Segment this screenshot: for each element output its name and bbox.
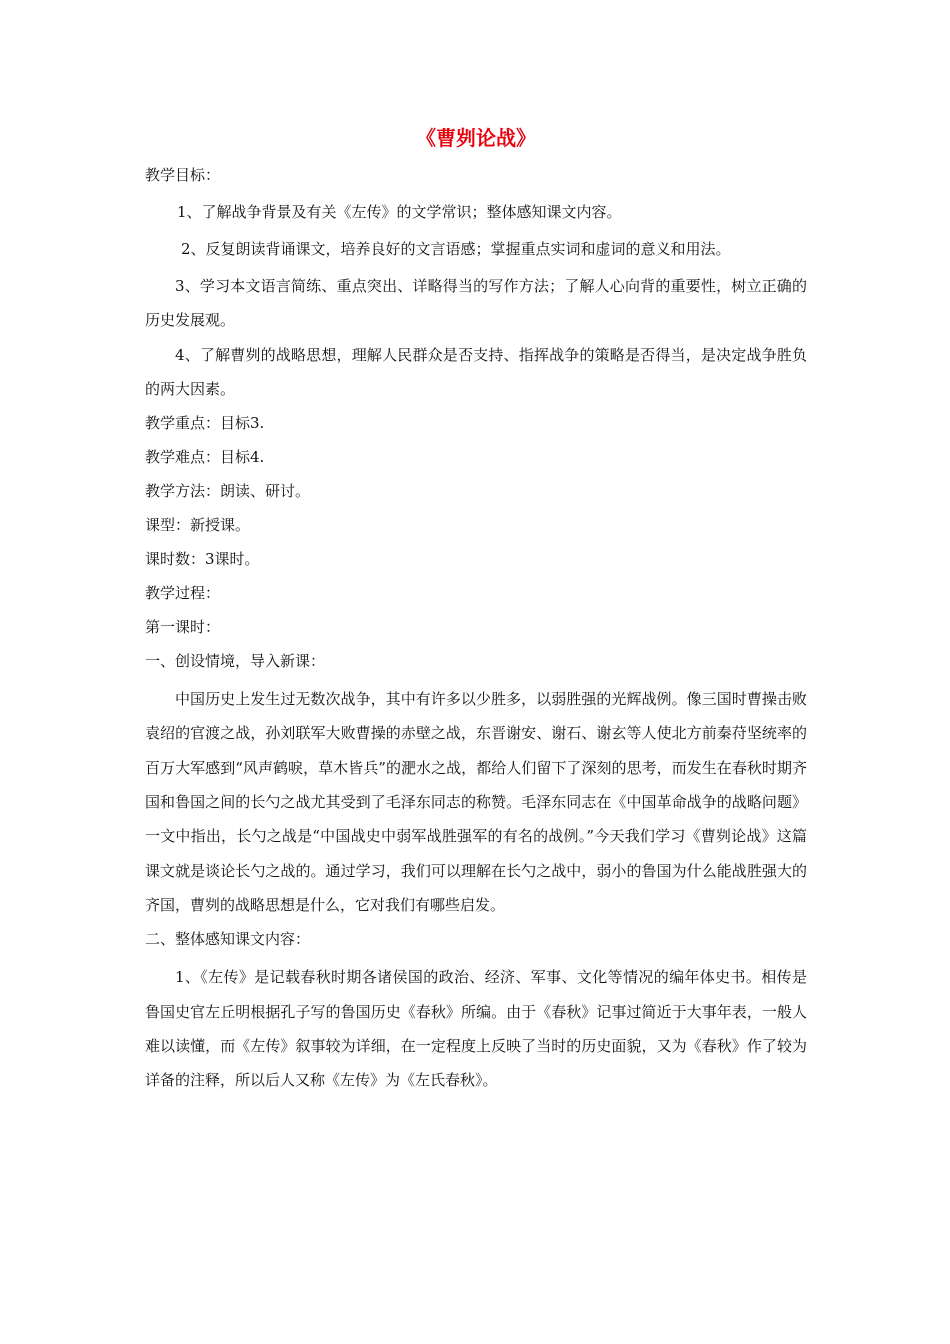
goals-heading: 教学目标： (145, 166, 221, 184)
goal-item-3: 3、学习本文语言简练、重点突出、详略得当的写作方法；了解人心向背的重要性，树立正确的历史发展观。 (145, 277, 807, 330)
goal-item-2: 2、反复朗读背诵课文，培养良好的文言语感；掌握重点实词和虚词的意义和用法。 (181, 240, 731, 258)
document-page (145, 118, 807, 1097)
section1-heading: 一、创设情境，导入新课： (145, 652, 326, 671)
lesson-hours: 课时数：3课时。 (145, 550, 260, 569)
process-heading: 教学过程： (145, 584, 221, 603)
section1-paragraph: 中国历史上发生过无数次战争，其中有许多以少胜多，以弱胜强的光辉战例。像三国时曹操击败袁绍的官渡之战，孙刘联军大败曹操的赤壁之战，东晋谢安、谢石、谢玄等人使北方前秦苻坚统率的百万大军感到“风声鹤唳，草木皆兵”的淝水之战，都给人们留下了深刻的思考，而发生在春秋时期齐国和鲁国之间的长勺之战尤其受到了毛泽东同志的称赞。毛泽东同志在《中国革命战争的战略问题》一文中指出，长勺之战是“中国战史中弱军战胜强军的有名的战例。”今天我们学习《曹刿论战》这篇课文就是谈论长勺之战的。通过学习，我们可以理解在长勺之战中，弱小的鲁国为什么能战胜强大的齐国，曹刿的战略思想是什么，它对我们有哪些启发。 (145, 690, 807, 914)
goal-item-4: 4、了解曹刿的战略思想，理解人民群众是否支持、指挥战争的策略是否得当，是决定战争胜负的两大因素。 (145, 345, 807, 398)
lesson-type: 课型：新授课。 (145, 516, 251, 535)
teaching-method: 教学方法：朗读、研讨。 (145, 482, 311, 501)
first-lesson-heading: 第一课时： (145, 618, 221, 637)
key-point: 教学重点：目标3. (145, 414, 265, 433)
section2-paragraph: 1、《左传》是记载春秋时期各诸侯国的政治、经济、军事、文化等情况的编年体史书。相传是鲁国史官左丘明根据孔子写的鲁国历史《春秋》所编。由于《春秋》记事过简近于大事年表，一般人难以读懂，而《左传》叙事较为详细，在一定程度上反映了当时的历史面貌，又为《春秋》作了较为详备的注释，所以后人又称《左传》为《左氏春秋》。 (145, 968, 807, 1090)
goal-item-1: 1、了解战争背景及有关《左传》的文学常识；整体感知课文内容。 (177, 203, 622, 221)
section2-heading: 二、整体感知课文内容： (145, 930, 311, 949)
document-title: 《曹刿论战》 (416, 126, 536, 150)
difficulty: 教学难点：目标4. (145, 448, 265, 467)
